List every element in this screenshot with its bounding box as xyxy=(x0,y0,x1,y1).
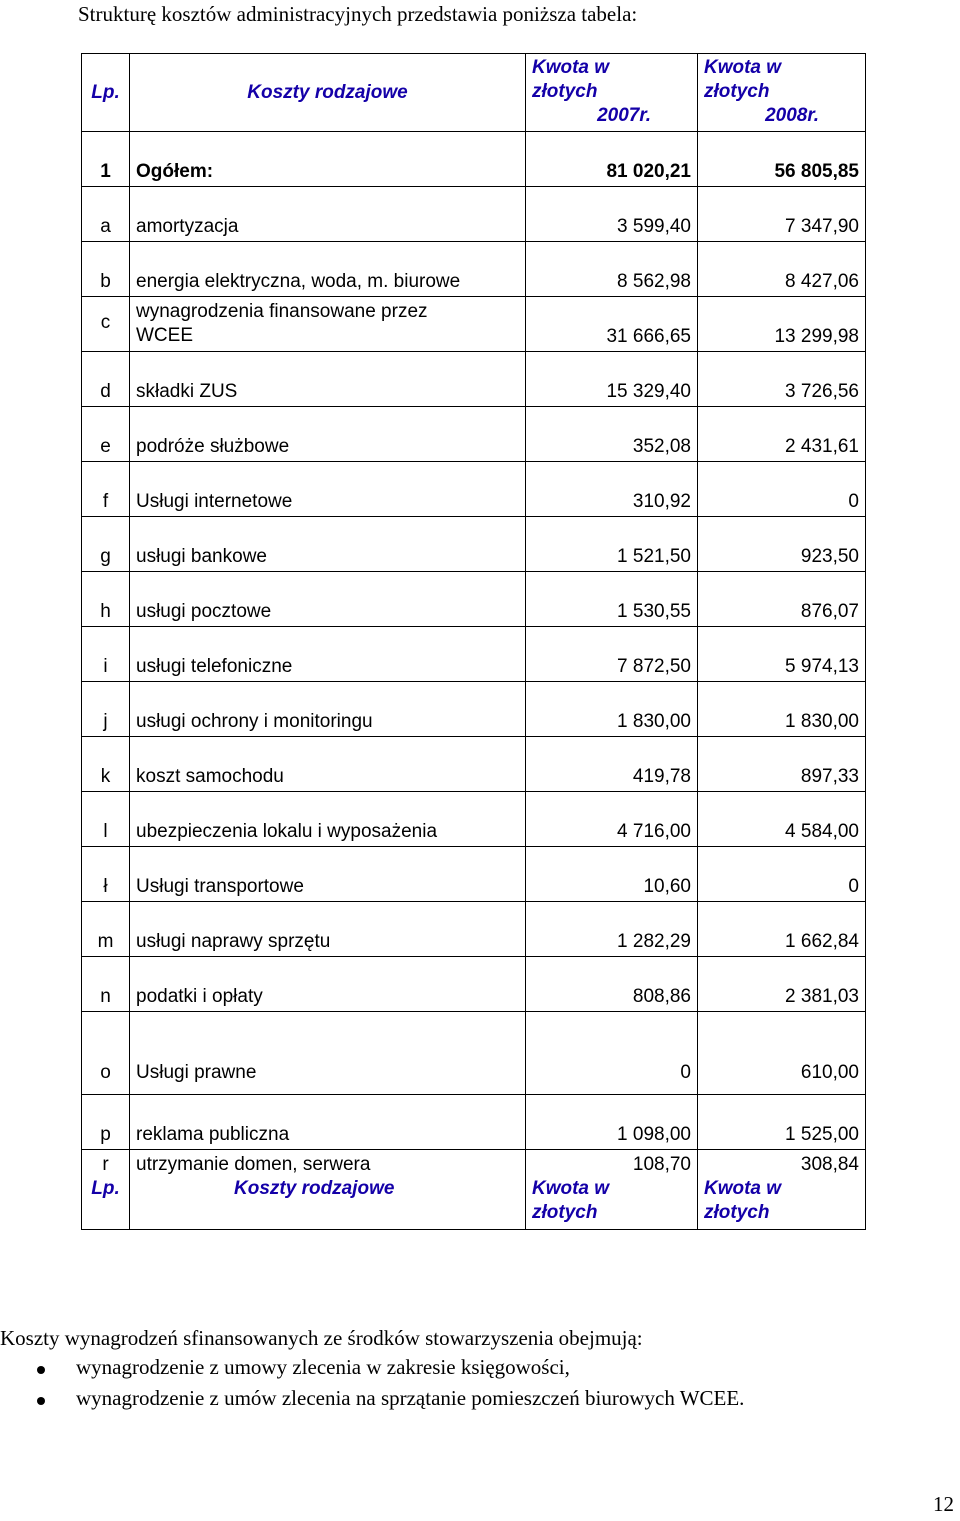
summary-text: Koszty wynagrodzeń sfinansowanych ze środków stowarzyszenia obejmują: xyxy=(0,1326,643,1350)
row-amount-2008: 1 662,84 xyxy=(698,902,866,957)
row-cost-type: reklama publiczna xyxy=(130,1095,526,1150)
row-lp: g xyxy=(82,517,130,572)
table-row xyxy=(82,187,866,242)
row-amount-2007-cell xyxy=(526,1150,698,1230)
repeated-header-amount-2008-line1: Kwota w xyxy=(704,1178,782,1199)
row-lp: d xyxy=(82,352,130,407)
table-row xyxy=(82,957,866,1012)
bullet-icon xyxy=(37,1397,45,1405)
bullet-icon xyxy=(37,1366,45,1374)
row-lp: a xyxy=(82,187,130,242)
table-row xyxy=(82,682,866,737)
row-lp: ł xyxy=(82,847,130,902)
row-lp: m xyxy=(82,902,130,957)
table-row xyxy=(82,462,866,517)
row-amount-2008: 13 299,98 xyxy=(698,297,866,352)
list-item-text: wynagrodzenie z umów zlecenia na sprzątanie pomieszczeń biurowych WCEE. xyxy=(76,1386,745,1410)
row-amount-2008: 0 xyxy=(698,847,866,902)
row-amount-2007: 1 098,00 xyxy=(526,1095,698,1150)
table-row xyxy=(82,1095,866,1150)
row-lp: h xyxy=(82,572,130,627)
header-amount-2008 xyxy=(698,54,866,132)
row-lp: b xyxy=(82,242,130,297)
row-amount-2008: 1 830,00 xyxy=(698,682,866,737)
row-lp: l xyxy=(82,792,130,847)
header-year-2007: 2007r. xyxy=(597,105,651,126)
row-amount-2007: 310,92 xyxy=(526,462,698,517)
row-amount-2008: 2 381,03 xyxy=(698,957,866,1012)
row-amount-2008: 876,07 xyxy=(698,572,866,627)
row-amount-2008-cell xyxy=(698,1150,866,1230)
repeated-header-cost-type: Koszty rodzajowe xyxy=(234,1178,395,1199)
row-amount-2007: 1 521,50 xyxy=(526,517,698,572)
row-lp: e xyxy=(82,407,130,462)
row-cost-type: usługi naprawy sprzętu xyxy=(130,902,526,957)
row-amount-2007: 1 530,55 xyxy=(526,572,698,627)
repeated-header-lp: Lp. xyxy=(91,1178,120,1199)
repeated-header-amount-2008-line2: złotych xyxy=(704,1202,770,1223)
list-item xyxy=(0,1386,744,1417)
row-cost-type: Ogółem: xyxy=(130,132,526,187)
row-amount-2008: 897,33 xyxy=(698,737,866,792)
row-amount-2008: 308,84 xyxy=(800,1154,859,1175)
row-lp-cell xyxy=(82,1150,130,1230)
header-lp: Lp. xyxy=(82,54,130,132)
row-lp: c xyxy=(82,297,130,352)
table-row xyxy=(82,737,866,792)
row-cost-type: usługi telefoniczne xyxy=(130,627,526,682)
header-amount-2007-line2: złotych xyxy=(532,81,598,102)
row-cost-type: Usługi prawne xyxy=(130,1012,526,1095)
row-amount-2008: 4 584,00 xyxy=(698,792,866,847)
header-amount-2007-line1: Kwota w xyxy=(532,57,610,78)
row-amount-2007: 7 872,50 xyxy=(526,627,698,682)
table-row xyxy=(82,572,866,627)
row-amount-2008: 0 xyxy=(698,462,866,517)
row-cost-type: Usługi transportowe xyxy=(130,847,526,902)
bullet-list xyxy=(0,1355,744,1417)
repeated-header-amount-2007-line2: złotych xyxy=(532,1202,598,1223)
row-amount-2007: 352,08 xyxy=(526,407,698,462)
header-cost-type: Koszty rodzajowe xyxy=(130,54,526,132)
table-row xyxy=(82,792,866,847)
table-row xyxy=(82,297,866,352)
row-amount-2008: 3 726,56 xyxy=(698,352,866,407)
row-amount-2007: 0 xyxy=(526,1012,698,1095)
table-header-row xyxy=(82,54,866,132)
row-amount-2007: 3 599,40 xyxy=(526,187,698,242)
row-amount-2007: 8 562,98 xyxy=(526,242,698,297)
row-amount-2007: 4 716,00 xyxy=(526,792,698,847)
table-row xyxy=(82,517,866,572)
row-cost-type: składki ZUS xyxy=(130,352,526,407)
row-lp: n xyxy=(82,957,130,1012)
row-lp: j xyxy=(82,682,130,737)
row-cost-type: ubezpieczenia lokalu i wyposażenia xyxy=(130,792,526,847)
row-amount-2007: 1 830,00 xyxy=(526,682,698,737)
row-cost-type-line1: wynagrodzenia finansowane przez xyxy=(136,301,428,322)
row-cost-type: Usługi internetowe xyxy=(130,462,526,517)
row-amount-2007: 1 282,29 xyxy=(526,902,698,957)
row-lp: f xyxy=(82,462,130,517)
row-amount-2008: 610,00 xyxy=(698,1012,866,1095)
row-lp: k xyxy=(82,737,130,792)
row-cost-type: usługi pocztowe xyxy=(130,572,526,627)
table-row xyxy=(82,1012,866,1095)
row-amount-2007: 108,70 xyxy=(632,1154,691,1175)
header-amount-2007 xyxy=(526,54,698,132)
row-amount-2008: 923,50 xyxy=(698,517,866,572)
row-amount-2008: 1 525,00 xyxy=(698,1095,866,1150)
header-amount-2008-line1: Kwota w xyxy=(704,57,782,78)
page-number: 12 xyxy=(933,1492,954,1516)
repeated-header-amount-2007-line1: Kwota w xyxy=(532,1178,610,1199)
list-item xyxy=(0,1355,744,1386)
row-cost-type: utrzymanie domen, serwera xyxy=(136,1154,371,1175)
row-amount-2007: 419,78 xyxy=(526,737,698,792)
table-row-last xyxy=(82,1150,866,1230)
row-cost-type: koszt samochodu xyxy=(130,737,526,792)
table-row xyxy=(82,627,866,682)
row-cost-type: usługi bankowe xyxy=(130,517,526,572)
row-amount-2007: 10,60 xyxy=(526,847,698,902)
table-row xyxy=(82,902,866,957)
row-amount-2008: 2 431,61 xyxy=(698,407,866,462)
row-cost-type xyxy=(130,297,526,352)
row-cost-type: usługi ochrony i monitoringu xyxy=(130,682,526,737)
row-lp: 1 xyxy=(82,132,130,187)
row-cost-type-line2: WCEE xyxy=(136,325,193,346)
header-year-2008: 2008r. xyxy=(765,105,819,126)
intro-text: Strukturę kosztów administracyjnych przedstawia poniższa tabela: xyxy=(78,2,638,26)
row-lp: p xyxy=(82,1095,130,1150)
cost-structure-table xyxy=(81,53,866,1230)
row-cost-type: energia elektryczna, woda, m. biurowe xyxy=(130,242,526,297)
row-amount-2007: 81 020,21 xyxy=(526,132,698,187)
header-amount-2008-line2: złotych xyxy=(704,81,770,102)
list-item-text: wynagrodzenie z umowy zlecenia w zakresie księgowości, xyxy=(76,1355,570,1379)
row-amount-2008: 7 347,90 xyxy=(698,187,866,242)
row-amount-2007: 31 666,65 xyxy=(526,297,698,352)
table-row xyxy=(82,847,866,902)
row-amount-2008: 5 974,13 xyxy=(698,627,866,682)
row-amount-2008: 8 427,06 xyxy=(698,242,866,297)
row-amount-2007: 15 329,40 xyxy=(526,352,698,407)
row-lp: i xyxy=(82,627,130,682)
row-cost-type: amortyzacja xyxy=(130,187,526,242)
row-cost-type: podróże służbowe xyxy=(130,407,526,462)
table-row xyxy=(82,242,866,297)
row-amount-2007: 808,86 xyxy=(526,957,698,1012)
row-lp: r xyxy=(102,1154,109,1175)
row-lp: o xyxy=(82,1012,130,1095)
table-row xyxy=(82,407,866,462)
row-cost-type-cell xyxy=(130,1150,526,1230)
table-row-total xyxy=(82,132,866,187)
table-row xyxy=(82,352,866,407)
row-cost-type: podatki i opłaty xyxy=(130,957,526,1012)
row-amount-2008: 56 805,85 xyxy=(698,132,866,187)
